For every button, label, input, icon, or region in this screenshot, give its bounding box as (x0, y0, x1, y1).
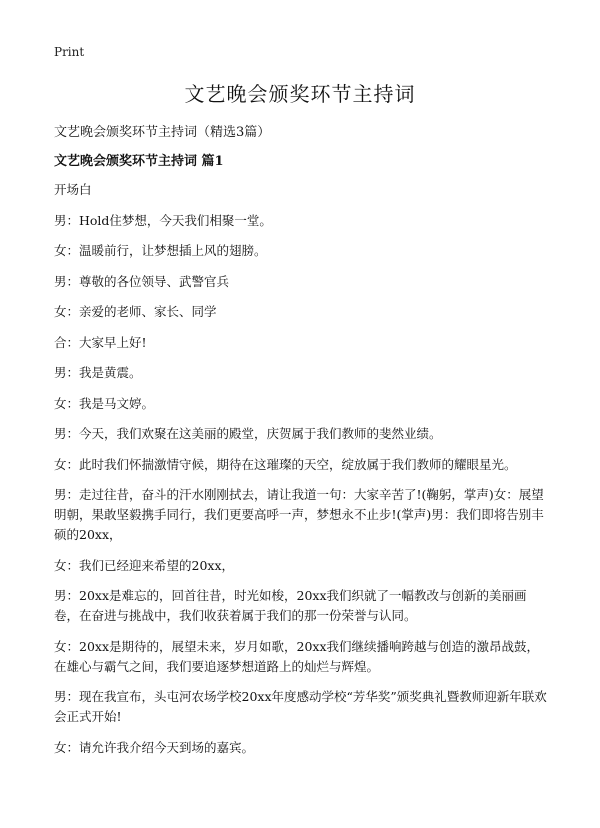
section-title: 文艺晚会颁奖环节主持词 篇1 (54, 154, 224, 169)
paragraph: 开场白 (54, 182, 92, 197)
paragraph: 男：现在我宣布，头屯河农场学校20xx年度感动学校“芳华奖”颁奖典礼暨教师迎新年联欢会正式开始! (54, 689, 547, 724)
paragraph: 女：温暖前行，让梦想插上风的翅膀。 (54, 243, 267, 258)
paragraph: 男：我是黄震。 (54, 365, 142, 380)
paragraph: 男：走过往昔，奋斗的汗水刚刚拭去，请让我道一句：大家辛苦了!(鞠躬，掌声)女：展望明朝，果敢坚毅携手同行，我们更要高呼一声，梦想永不止步!(掌声)男：我们即将告别丰硕的20xx， (54, 487, 544, 542)
paragraph: 女：20xx是期待的，展望未来，岁月如歌，20xx我们继续播响跨越与创造的激昂战鼓，在雄心与霸气之间，我们要追逐梦想道路上的灿烂与辉煌。 (54, 638, 540, 674)
paragraph: 女：我们已经迎来希望的20xx， (54, 557, 235, 573)
paragraph: 男：尊敬的各位领导、武警官兵 (54, 273, 230, 289)
document-subtitle: 文艺晚会颁奖环节主持词（精选3篇） (54, 125, 271, 140)
paragraph: 男：Hold住梦想，今天我们相聚一堂。 (54, 212, 272, 228)
document-body (54, 180, 548, 768)
page-title: 文艺晚会颁奖环节主持词 (184, 82, 416, 106)
paragraph: 女：我是马文婷。 (54, 395, 155, 411)
paragraph: 合：大家早上好! (54, 334, 147, 350)
paragraph: 女：亲爱的老师、家长、同学 (54, 304, 217, 319)
print-link[interactable]: Print (54, 45, 85, 59)
paragraph: 男：今天，我们欢聚在这美丽的殿堂，庆贺属于我们教师的斐然业绩。 (54, 426, 442, 441)
paragraph: 女：请允许我介绍今天到场的嘉宾。 (54, 739, 255, 755)
paragraph: 女：此时我们怀揣激情守候，期待在这璀璨的天空，绽放属于我们教师的耀眼星光。 (54, 456, 517, 472)
paragraph: 男：20xx是难忘的，回首往昔，时光如梭，20xx我们织就了一幅教改与创新的美丽画卷，在奋进与挑战中，我们收获着属于我们的那一份荣誉与认同。 (54, 588, 527, 623)
